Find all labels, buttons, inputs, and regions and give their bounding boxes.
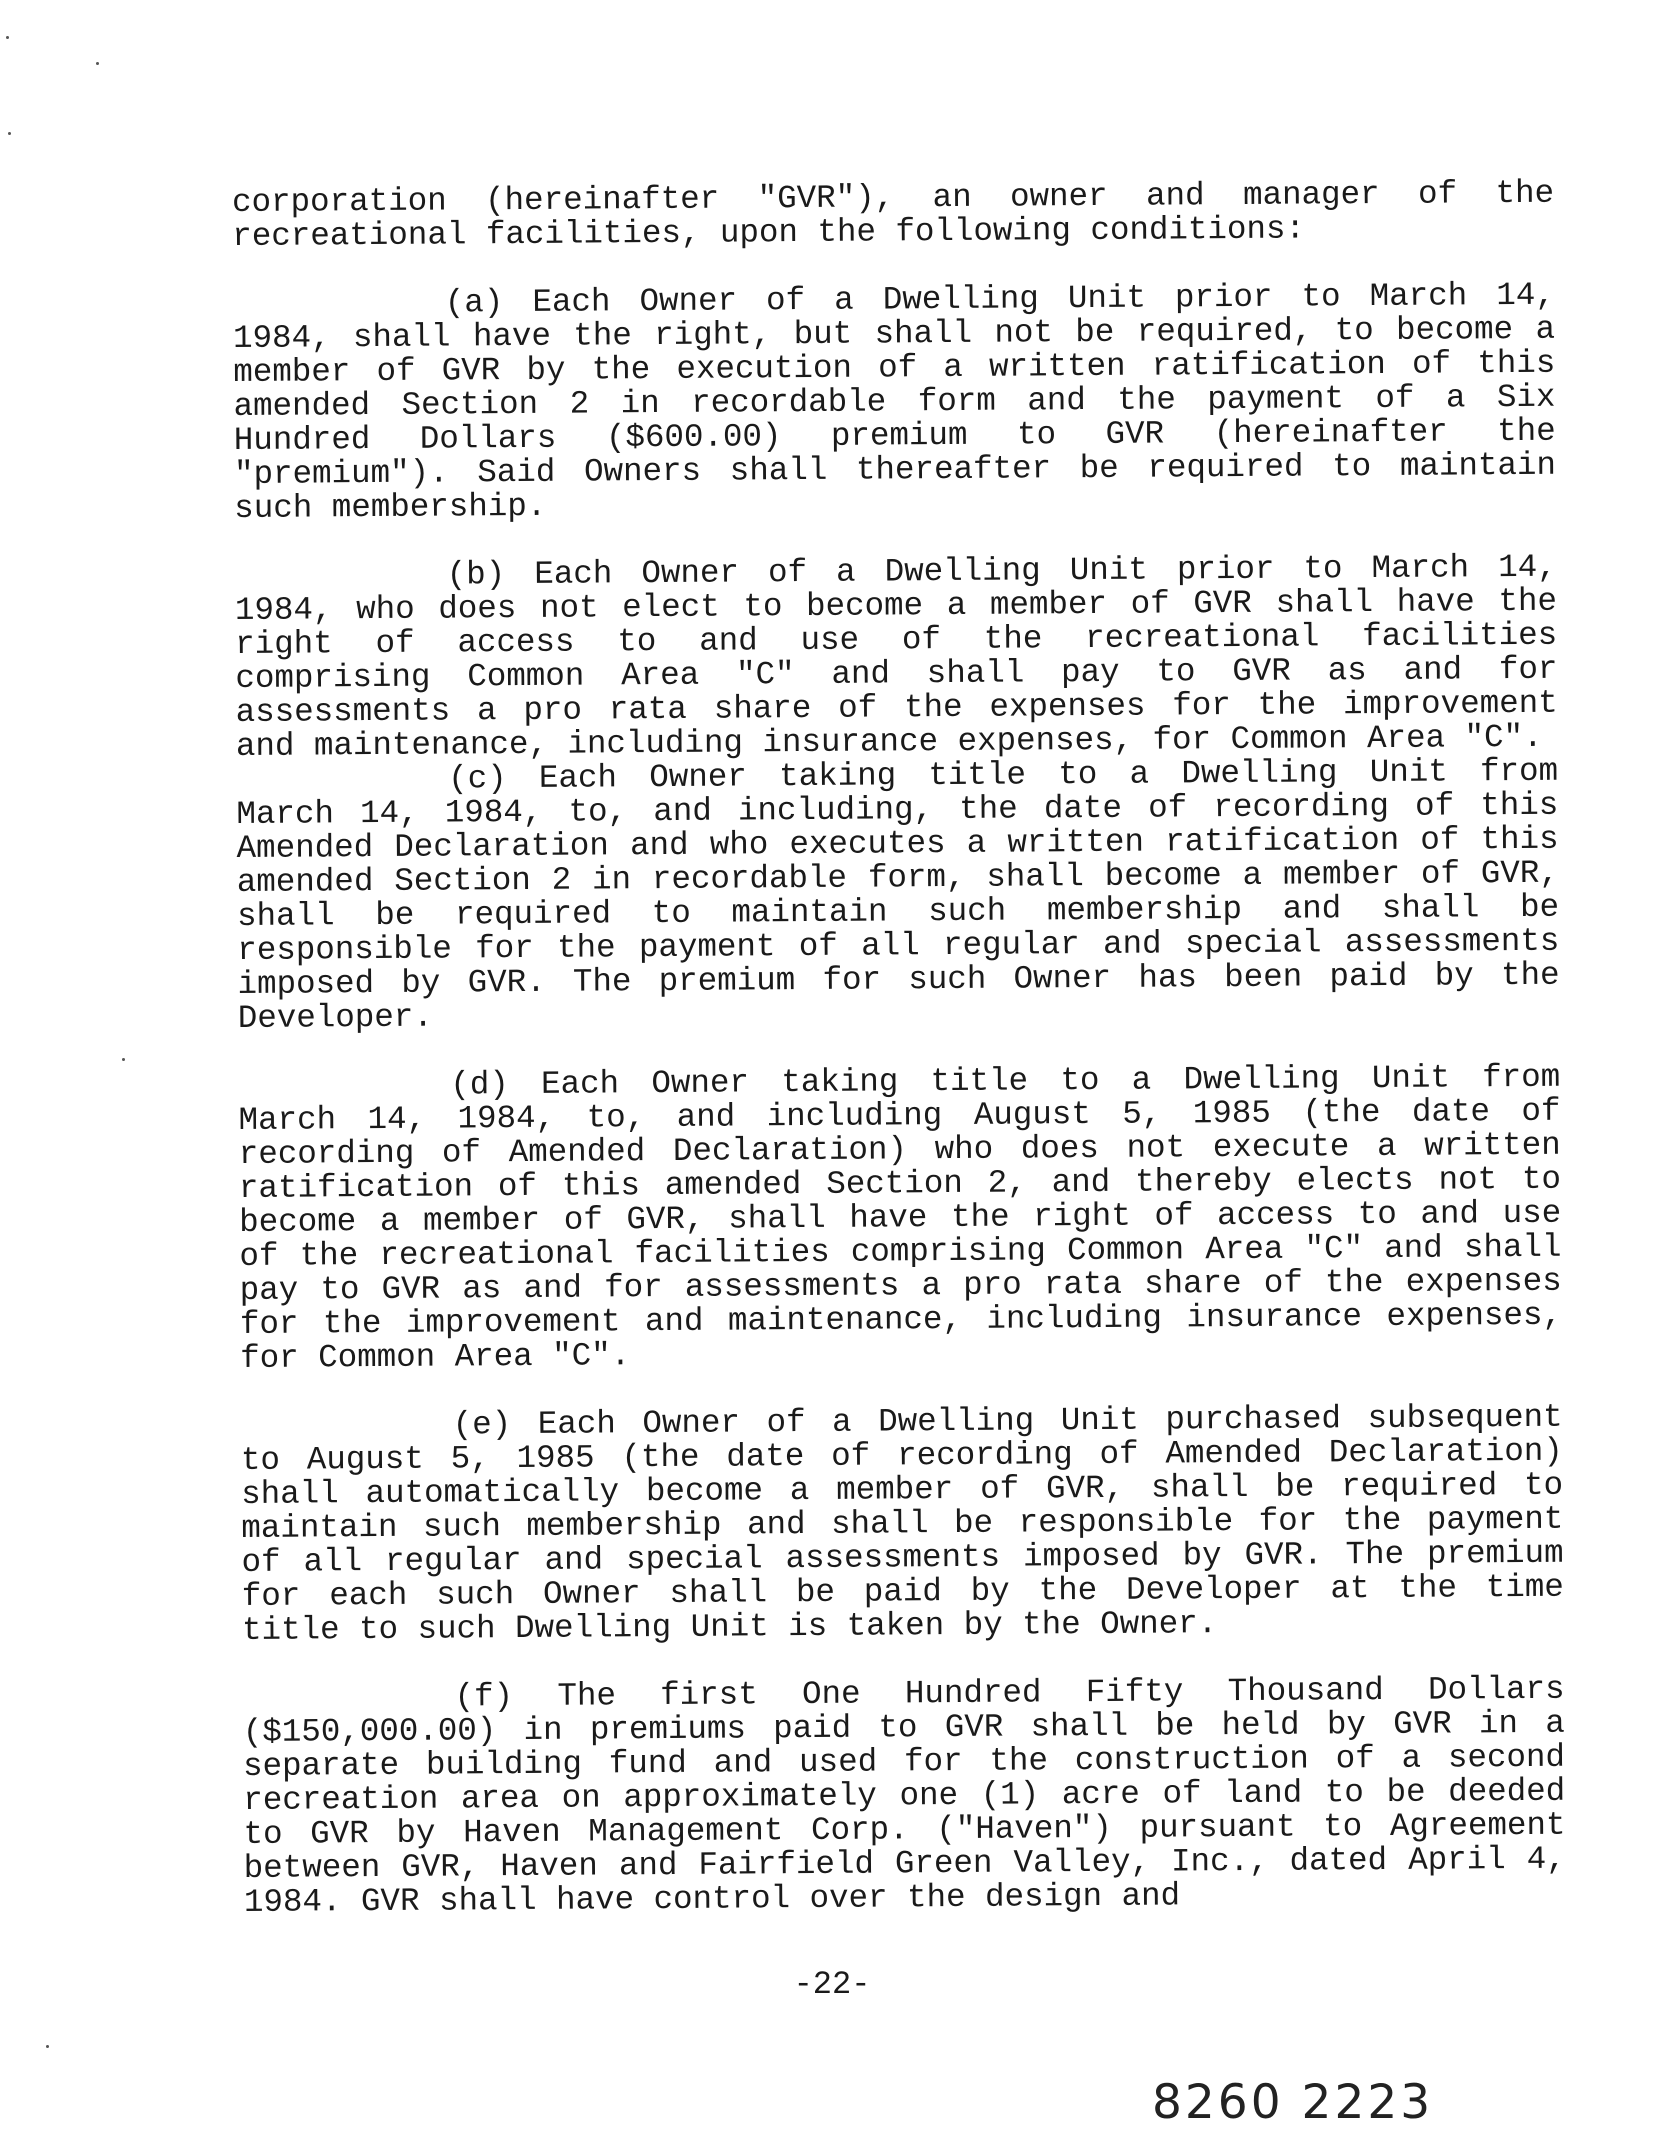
paragraph-a: (a) Each Owner of a Dwelling Unit prior to March 14, 1984, shall have the right, but shall not be required, to become a member of GVR by the execution of a written ratification of this amended Section 2 in recordable form and the payment of a Six Hundred Dollars ($600.00) premium to GVR (hereinafter the "premium"). Said Owners shall thereafter be required to maintain such membership. xyxy=(232,276,1557,527)
recording-stamp: 8260 2223 xyxy=(1152,2075,1434,2130)
scan-speck xyxy=(96,62,99,65)
paragraph-intro: corporation (hereinafter "GVR"), an owner and manager of the recreational facilities, upon the following conditions: xyxy=(231,174,1555,255)
paragraph-f: (f) The first One Hundred Fifty Thousand Dollars ($150,000.00) in premiums paid to GVR shall be held by GVR in a separate building fund and used for the construction of a second recreation area on approximately one (1) acre of land to be deeded to GVR by Haven Management Corp. ("Haven") pursuant to Agreement between GVR, Haven and Fairfield Green Valley, Inc., dated April 4, 1984. GVR shall have control over the design and xyxy=(242,1670,1566,1921)
scan-speck xyxy=(122,1058,125,1061)
scan-speck xyxy=(46,2045,49,2048)
paragraph-e: (e) Each Owner of a Dwelling Unit purchased subsequent to August 5, 1985 (the date of recording of Amended Declaration) shall automatically become a member of GVR, shall be required to maintain such membership and shall be responsible for the payment of all regular and special assessments imposed by GVR. The premium for each such Owner shall be paid by the Developer at the time title to such Dwelling Unit is taken by the Owner. xyxy=(240,1398,1564,1649)
document-body xyxy=(231,174,1566,1921)
scan-speck xyxy=(8,132,11,135)
paragraph-b: (b) Each Owner of a Dwelling Unit prior to March 14, 1984, who does not elect to become a member of GVR shall have the right of access to and use of the recreational facilities comprising Common Area "C" and shall pay to GVR as and for assessments a pro rata share of the expenses for the improvement and maintenance, including insurance expenses, for Common Area "C". xyxy=(234,548,1558,765)
scan-speck xyxy=(6,36,9,39)
paragraph-c: (c) Each Owner taking title to a Dwelling Unit from March 14, 1984, to, and including, the date of recording of this Amended Declaration and who executes a written ratification of this amended Section 2 in recordable form, shall become a member of GVR, shall be required to maintain such membership and shall be responsible for the payment of all regular and special assessments imposed by GVR. The premium for such Owner has been paid by the Developer. xyxy=(236,752,1560,1037)
paragraph-d: (d) Each Owner taking title to a Dwelling Unit from March 14, 1984, to, and including August 5, 1985 (the date of recording of Amended Declaration) who does not execute a written ratification of this amended Section 2, and thereby elects not to become a member of GVR, shall have the right of access to and use of the recreational facilities comprising Common Area "C" and shall pay to GVR as and for assessments a pro rata share of the expenses for the improvement and maintenance, including insurance expenses, for Common Area "C". xyxy=(238,1058,1563,1377)
page-number: -22- xyxy=(793,1966,871,2003)
